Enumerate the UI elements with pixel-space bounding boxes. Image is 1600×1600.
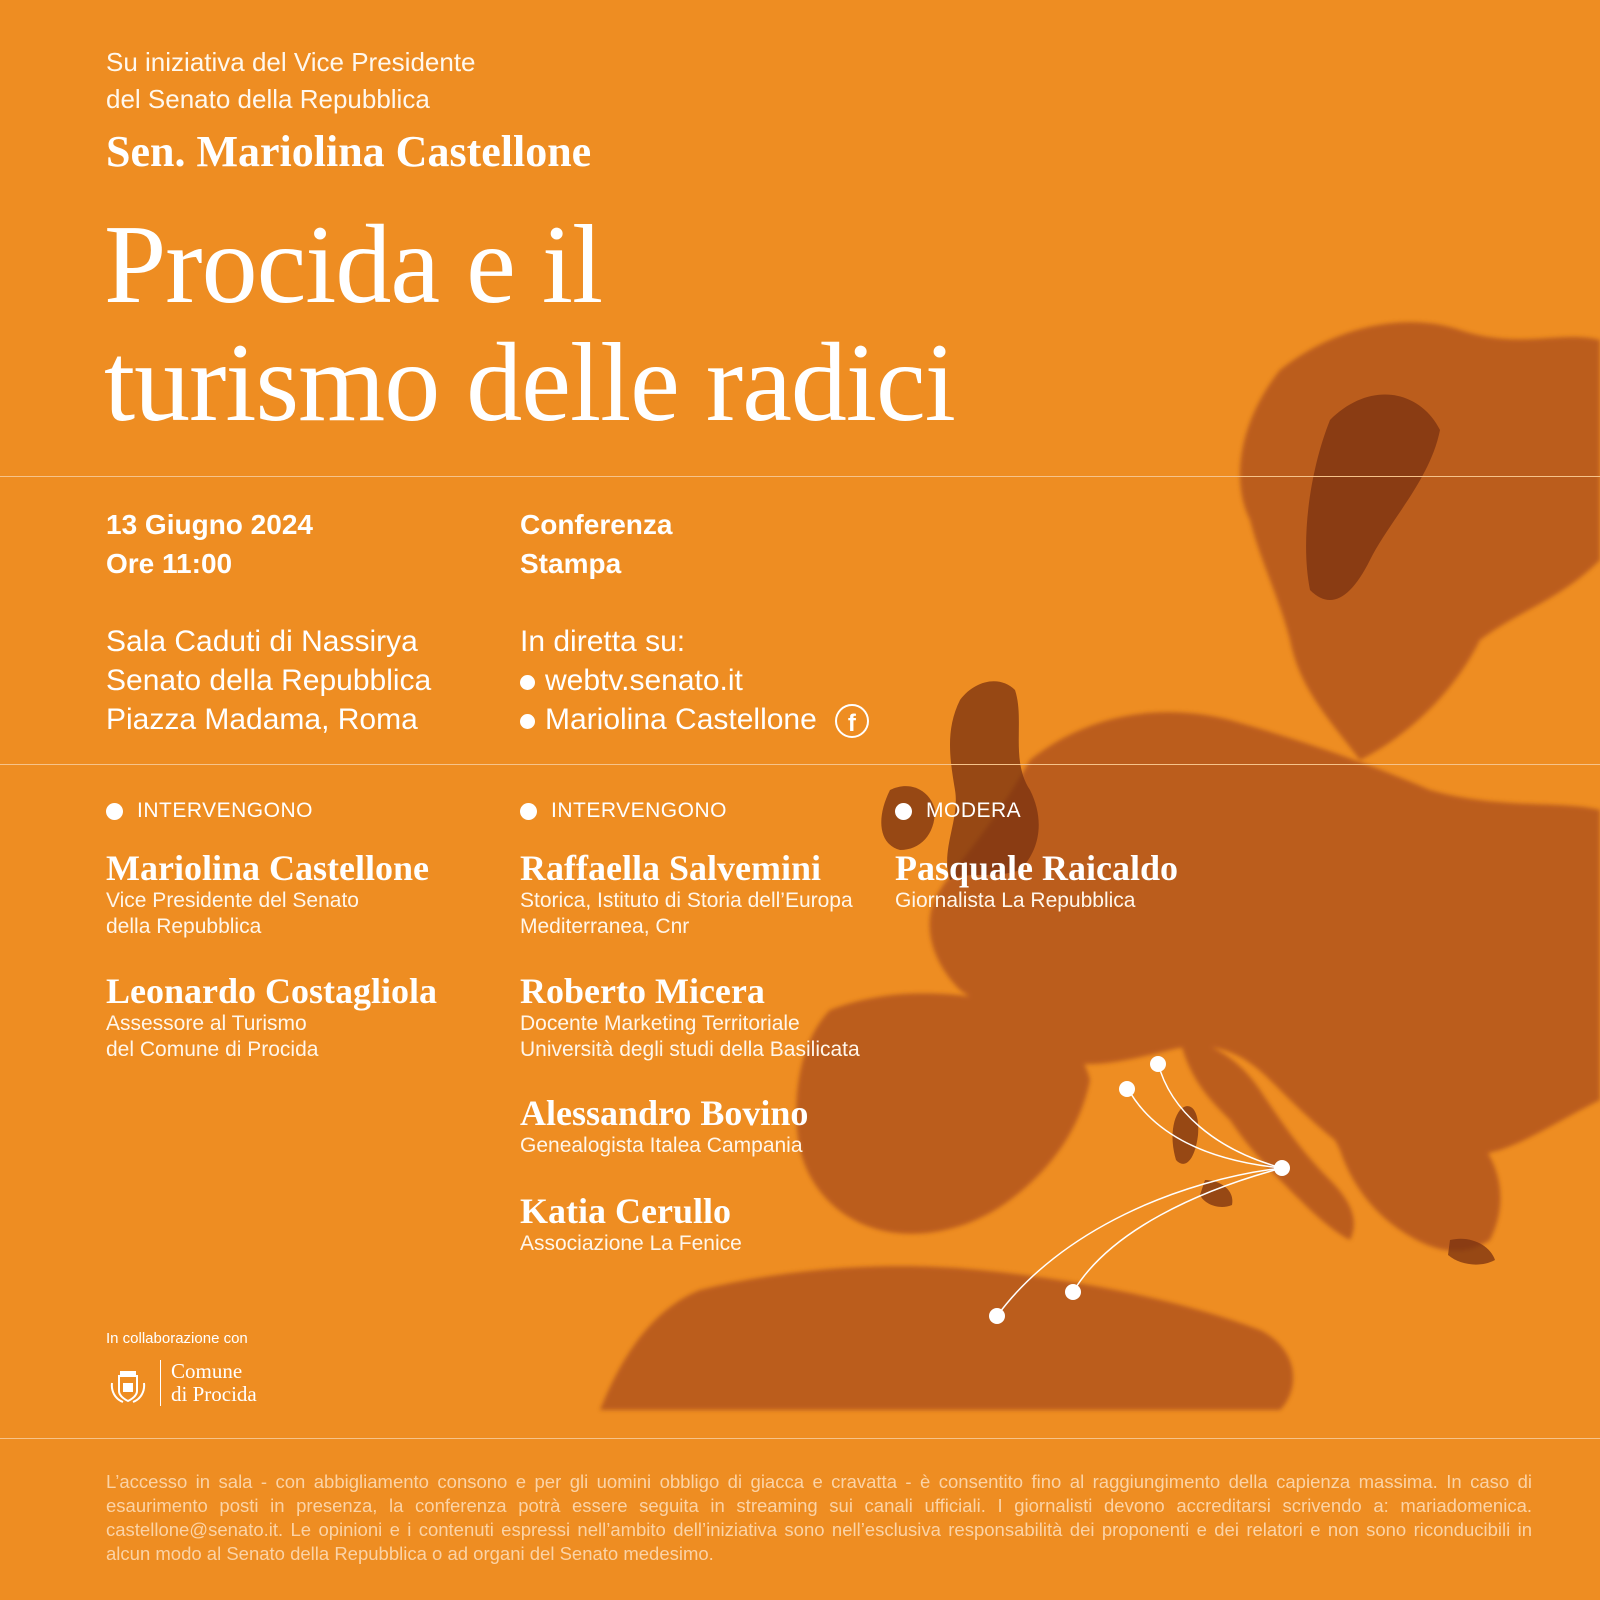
comune-logo (106, 1360, 257, 1406)
live-social-item[interactable] (520, 700, 869, 739)
page-title (104, 203, 955, 445)
speaker-role: della Repubblica (106, 915, 262, 938)
speaker-role: Mediterranea, Cnr (520, 915, 690, 938)
speakers-col1-label: INTERVENGONO (106, 799, 313, 823)
intro-line-2: del Senato della Repubblica (106, 84, 430, 114)
moderator-label: MODERA (895, 799, 1021, 823)
speaker-entry (520, 1093, 808, 1159)
speaker-name: Mariolina Castellone (106, 848, 429, 888)
bullet-icon (520, 714, 535, 729)
title-line-1: Procida e il (104, 203, 603, 327)
venue-line-1: Sala Caduti di Nassirya (106, 625, 418, 658)
live-web-link[interactable]: webtv.senato.it (545, 664, 743, 697)
collaboration-label: In collaborazione con (106, 1330, 248, 1347)
live-web-item[interactable] (520, 661, 869, 700)
speaker-role: del Comune di Procida (106, 1038, 319, 1061)
event-date: 13 Giugno 2024 (106, 509, 313, 540)
bullet-icon (520, 675, 535, 690)
speaker-entry (106, 971, 437, 1063)
speaker-role: Storica, Istituto di Storia dell’Europa (520, 889, 853, 912)
moderator-name: Pasquale Raicaldo (895, 848, 1179, 888)
event-time: Ore 11:00 (106, 548, 233, 579)
bullet-icon (520, 803, 537, 820)
bullet-icon (106, 803, 123, 820)
venue-line-3: Piazza Madama, Roma (106, 703, 418, 736)
crest-icon (106, 1361, 150, 1405)
speaker-name: Roberto Micera (520, 971, 765, 1011)
event-type-line-1: Conferenza (520, 509, 673, 540)
intro-text (106, 44, 476, 118)
event-venue (106, 622, 431, 739)
speaker-entry (106, 848, 429, 940)
speaker-role: Genealogista Italea Campania (520, 1134, 803, 1157)
speakers-col2-label: INTERVENGONO (520, 799, 727, 823)
moderator-entry (895, 848, 1178, 914)
speaker-role: Docente Marketing Territoriale (520, 1012, 800, 1035)
title-line-2: turismo delle radici (104, 321, 955, 445)
facebook-icon[interactable]: f (835, 704, 869, 738)
speaker-entry (520, 971, 860, 1063)
speaker-role: Assessore al Turismo (106, 1012, 307, 1035)
divider-top (0, 476, 1600, 477)
comune-name: Comune di Procida (160, 1360, 257, 1406)
bullet-icon (895, 803, 912, 820)
divider-bottom (0, 1438, 1600, 1439)
speaker-entry (520, 848, 853, 940)
intro-line-1: Su iniziativa del Vice Presidente (106, 47, 476, 77)
live-social-link[interactable]: Mariolina Castellone (545, 703, 817, 736)
live-stream-info (520, 622, 869, 739)
disclaimer-text: L’accesso in sala - con abbigliamento consono e per gli uomini obbligo di giacca e cravatta - è consentito fino al raggiungimento della capienza massima. In caso di esaurimento posti in presenza, la conferenza potrà essere seguita in streaming sui canali ufficiali. I giornalisti devono accreditarsi scrivendo a: mariadomenica. castellone@senato.it. Le opinioni e i contenuti espressi nell’ambito dell’iniziativa sono nell’esclusiva responsabilità dei proponenti e dei relatori e non sono riconducibili in alcun modo al Senato della Repubblica o ad organi del Senato medesimo. (106, 1471, 1532, 1564)
live-label: In diretta su: (520, 625, 686, 658)
event-datetime (106, 505, 313, 583)
speaker-name: Raffaella Salvemini (520, 848, 821, 888)
speaker-name: Leonardo Costagliola (106, 971, 438, 1011)
speaker-role: Associazione La Fenice (520, 1232, 742, 1255)
speaker-name: Katia Cerullo (520, 1191, 731, 1231)
event-type-line-2: Stampa (520, 548, 622, 579)
moderator-role: Giornalista La Repubblica (895, 889, 1136, 912)
speaker-role: Vice Presidente del Senato (106, 889, 359, 912)
speaker-role: Università degli studi della Basilicata (520, 1038, 860, 1061)
speaker-entry (520, 1191, 742, 1257)
senator-name: Sen. Mariolina Castellone (106, 127, 592, 176)
speaker-name: Alessandro Bovino (520, 1093, 809, 1133)
event-type (520, 505, 672, 583)
venue-line-2: Senato della Repubblica (106, 664, 432, 697)
divider-middle (0, 764, 1600, 765)
